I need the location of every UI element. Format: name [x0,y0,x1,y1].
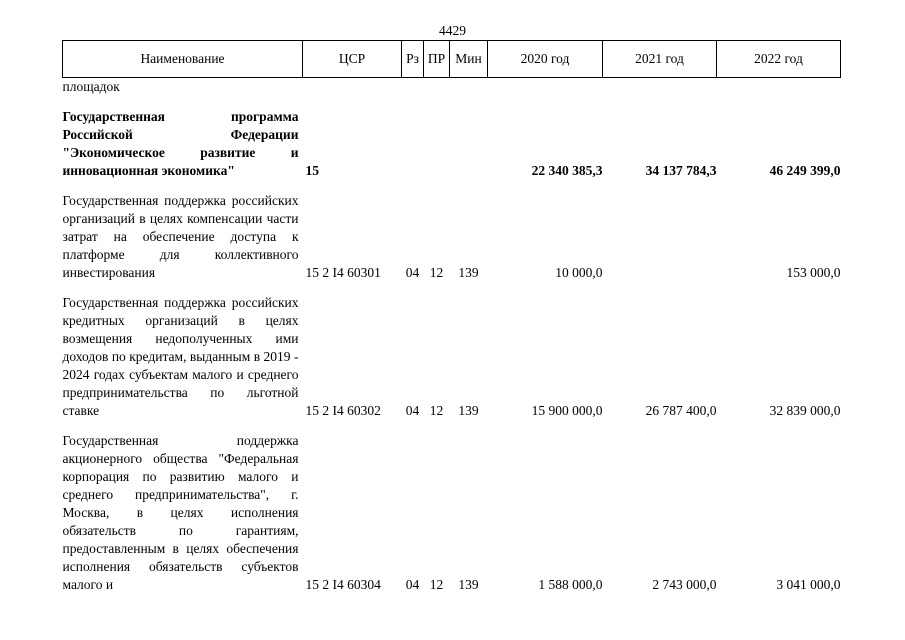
table-body [63,78,841,595]
table-row [63,294,841,420]
row-2021: 34 137 784,3 [645,163,717,178]
row-2022: 46 249 399,0 [769,163,841,178]
row-min: 139 [458,265,479,280]
row-name: Государственная поддержка акционерного общества "Федеральная корпорация по развитию малого и среднего предпринимательства", г. Москва, в целях исполнения обязательств по гарантиям, предоставленным в целях обеспечения исполнения обязательств субъектов малого и [62,433,299,592]
row-2020: 1 588 000,0 [538,577,603,592]
table-row [63,108,841,180]
row-2021: 2 743 000,0 [652,577,717,592]
header-csr: ЦСР [303,41,402,78]
table-header [63,41,841,78]
row-pr [424,108,450,180]
row-name: Государственная программа Российской Федерации "Экономическое развитие и инновационная экономика" [62,109,299,178]
row-rz: 04 [405,577,420,592]
row-csr: 15 2 I4 60304 [305,577,381,592]
header-2020: 2020 год [488,41,603,78]
header-min: Мин [450,41,488,78]
row-2021: 26 787 400,0 [645,403,717,418]
table-row [63,192,841,282]
header-2022: 2022 год [717,41,841,78]
row-csr: 15 [305,163,319,178]
header-2021: 2021 год [603,41,717,78]
header-name: Наименование [63,41,303,78]
row-csr: 15 2 I4 60301 [305,265,381,280]
continuation-text: площадок [62,79,120,94]
row-2022: 3 041 000,0 [776,577,841,592]
row-2020: 22 340 385,3 [531,163,603,178]
row-min: 139 [458,577,479,592]
row-2020: 10 000,0 [555,265,603,280]
row-min [450,108,488,180]
row-2020: 15 900 000,0 [531,403,603,418]
row-2022: 32 839 000,0 [769,403,841,418]
continuation-row [63,78,841,97]
row-name: Государственная поддержка российских организаций в целях компенсации части затрат на обеспечение доступа к платформе для коллективного инвестирования [62,193,299,280]
header-pr: ПР [424,41,450,78]
row-csr: 15 2 I4 60302 [305,403,381,418]
row-rz: 04 [405,403,420,418]
page-number: 4429 [439,23,466,38]
row-pr: 12 [429,403,444,418]
row-pr: 12 [429,265,444,280]
table-row [63,432,841,594]
row-pr: 12 [429,577,444,592]
row-2022: 153 000,0 [786,265,841,280]
header-rz: Рз [402,41,424,78]
row-min: 139 [458,403,479,418]
row-rz: 04 [405,265,420,280]
row-2021 [603,192,717,282]
row-rz [402,108,424,180]
row-name: Государственная поддержка российских кредитных организаций в целях возмещения недополученных ими доходов по кредитам, выданным в 2019 - 2024 годах субъектам малого и среднего предпринимательства по льготной ставке [62,295,299,418]
budget-table [62,40,841,594]
